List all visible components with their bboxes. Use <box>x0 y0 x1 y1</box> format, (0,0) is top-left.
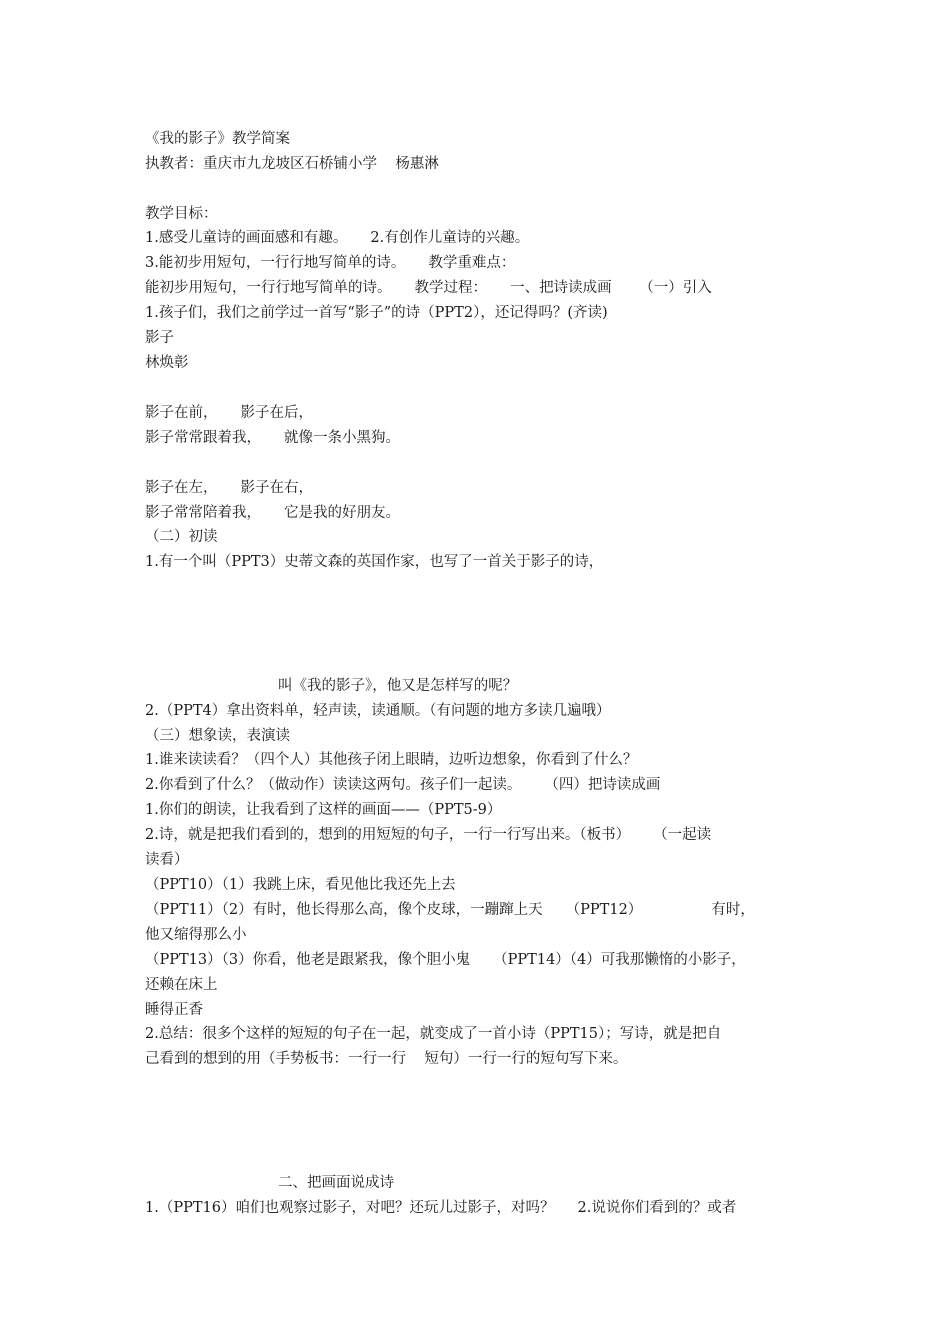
doc-title: 《我的影子》教学简案 <box>145 131 290 147</box>
paragraph-line: 读看） <box>145 852 189 868</box>
paragraph-line: 他又缩得那么小 <box>145 927 247 943</box>
poem-line: 影子在前， 影子在后， <box>145 405 314 421</box>
paragraph-line: 2.诗，就是把我们看到的，想到的用短短的句子，一行一行写出来。（板书） （一起读 <box>145 827 712 843</box>
paragraph-line: 睡得正香 <box>145 1002 203 1018</box>
key-points-line: 能初步用短句，一行行地写简单的诗。 教学过程： 一、把诗读成画 （一）引入 <box>145 280 712 296</box>
paragraph-line: 2.你看到了什么？（做动作）读读这两句。孩子们一起读。 （四）把诗读成画 <box>145 777 661 793</box>
paragraph-line: 2.（PPT4）拿出资料单，轻声读，读通顺。（有问题的地方多读几遍哦） <box>145 703 611 719</box>
teacher-line: 执教者：重庆市九龙坡区石桥铺小学 杨惠淋 <box>145 156 439 172</box>
objective-line: 1.感受儿童诗的画面感和有趣。 2.有创作儿童诗的兴趣。 <box>145 230 530 246</box>
poem-title: 影子 <box>145 330 174 346</box>
summary-line: 己看到的想到的用（手势板书：一行一行 短句）一行一行的短句写下来。 <box>145 1051 628 1067</box>
paragraph-line: （PPT13）（3）你看，他老是跟紧我，像个胆小鬼 （PPT14）（4）可我那懒惰的小影子， <box>145 952 746 968</box>
paragraph-line: （PPT10）（1）我跳上床，看见他比我还先上去 <box>145 877 456 893</box>
paragraph-line: 1.谁来读读看？（四个人）其他孩子闭上眼睛，边听边想象，你看到了什么？ <box>145 752 638 768</box>
poem-author: 林焕彰 <box>145 355 189 371</box>
paragraph-line: 1.你们的朗读，让我看到了这样的画面——（PPT5-9） <box>145 802 502 818</box>
section-heading: 二、把画面说成诗 <box>278 1175 394 1191</box>
paragraph-line: 1.有一个叫（PPT3）史蒂文森的英国作家，也写了一首关于影子的诗， <box>145 554 604 570</box>
objective-line: 3.能初步用短句，一行行地写简单的诗。 教学重难点： <box>145 255 516 271</box>
paragraph-line: 叫《我的影子》，他又是怎样写的呢？ <box>278 678 518 694</box>
paragraph-line: 1.孩子们，我们之前学过一首写“影子”的诗（PPT2），还记得吗？(齐读) <box>145 305 608 321</box>
summary-line: 2.总结：很多个这样的短短的句子在一起，就变成了一首小诗（PPT15）；写诗，就是把自 <box>145 1026 722 1042</box>
paragraph-line: 还赖在床上 <box>145 977 218 993</box>
section-heading: （二）初读 <box>145 529 218 545</box>
poem-line: 影子常常陪着我， 它是我的好朋友。 <box>145 505 401 521</box>
section-heading: （三）想象读，表演读 <box>145 728 290 744</box>
poem-line: 影子常常跟着我， 就像一条小黑狗。 <box>145 430 401 446</box>
paragraph-line: 1.（PPT16）咱们也观察过影子，对吧？还玩儿过影子，对吗？ 2.说说你们看到的？或者 <box>145 1200 737 1216</box>
objectives-heading: 教学目标： <box>145 206 218 222</box>
poem-line: 影子在左， 影子在右， <box>145 480 314 496</box>
paragraph-line: （PPT11）（2）有时，他长得那么高，像个皮球，一蹦蹿上天 （PPT12） 有时， <box>145 902 755 918</box>
